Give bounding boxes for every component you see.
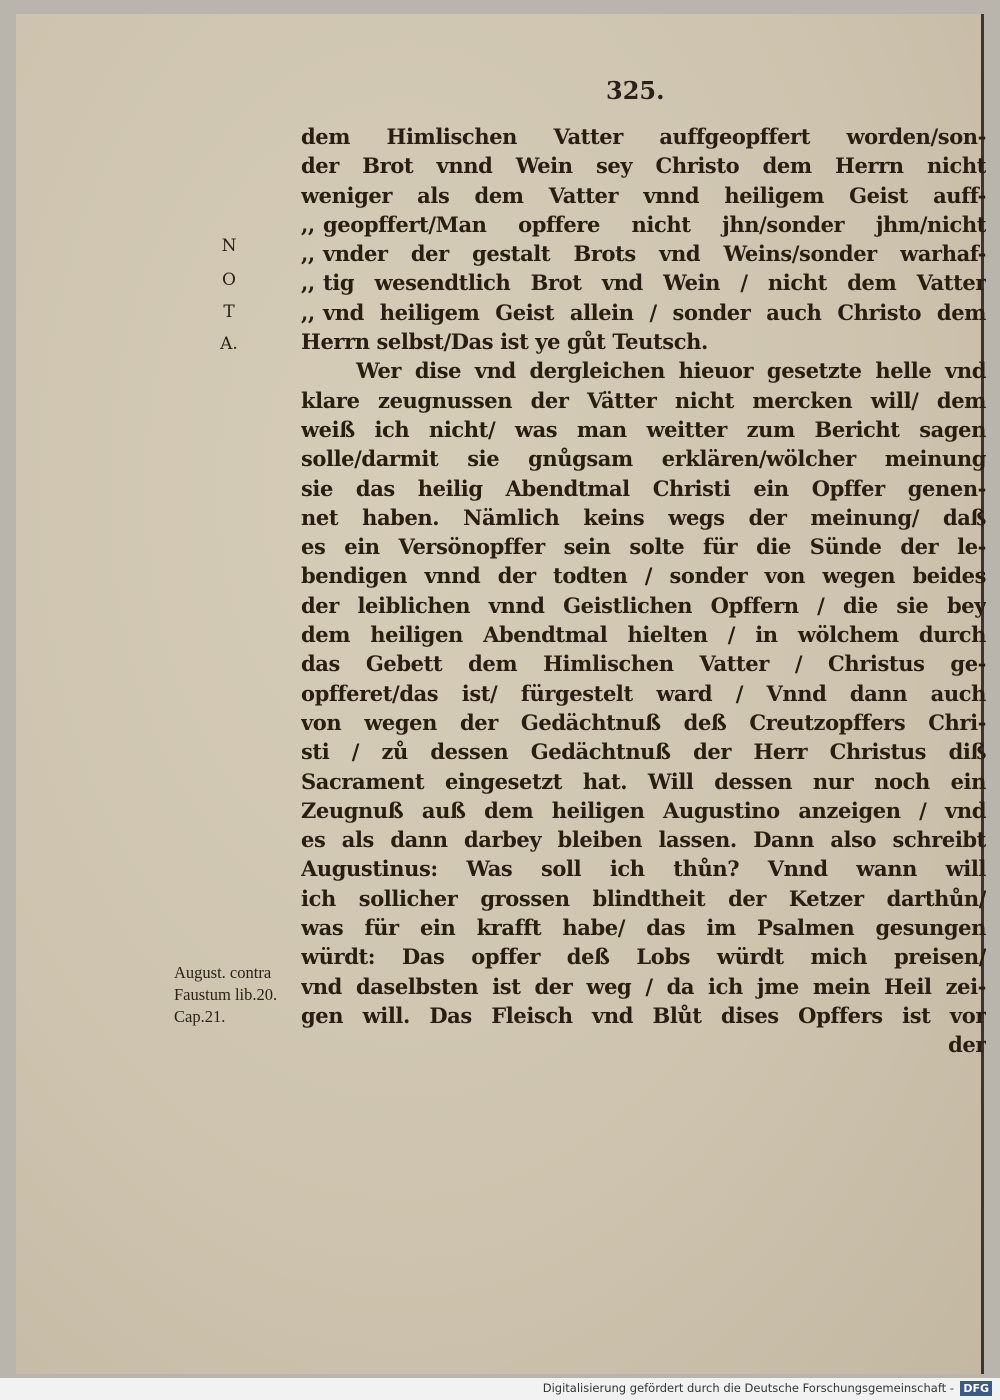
dfg-logo-icon: DFG	[960, 1381, 992, 1396]
text-line-7	[301, 298, 986, 327]
body-text	[301, 122, 986, 1060]
text-line-5	[301, 239, 986, 268]
text-line-2: der Brot vnnd Wein sey Christo dem Herrn nicht	[301, 153, 986, 179]
text-line-1: dem Himlischen Vatter auffgeopffert worden/son-	[301, 124, 986, 149]
text-line-26: Augustinus: Was soll ich thůn? Vnnd wann will	[301, 856, 986, 882]
text-line-22: sti / zů dessen Gedächtnuß der Herr Christus diß	[301, 739, 986, 765]
text-line-21: von wegen der Gedächtnuß deß Creutzopffers Chri-	[301, 709, 986, 735]
footer-bar	[0, 1378, 1000, 1400]
nota-letter-o: O	[222, 270, 236, 290]
book-page	[16, 14, 984, 1374]
nota-letter-t: T	[223, 302, 235, 322]
text-line-15: es ein Versönopffer sein solte für die Sünde der le-	[301, 534, 986, 560]
catchword: der	[948, 1032, 986, 1058]
margin-note-line-2: Faustum lib.20.	[174, 985, 278, 1004]
text-line-17: der leiblichen vnnd Geistlichen Opffern / die sie bey	[301, 592, 986, 618]
nota-letter-n: N	[221, 236, 237, 256]
text-line-23: Sacrament eingesetzt hat. Will dessen nur noch ein	[301, 768, 986, 794]
text-line-4-content: geopffert/Man opffere nicht jhn/sonder jhm/nicht	[323, 211, 986, 237]
quote-marker: ,,	[301, 299, 315, 325]
text-line-5-content: vnder der gestalt Brots vnd Weins/sonder warhaf-	[323, 241, 986, 267]
text-line-8: Herrn selbst/Das ist ye gůt Teutsch.	[301, 329, 708, 355]
quote-marker: ,,	[301, 211, 315, 237]
text-line-24: Zeugnuß auß dem heiligen Augustino anzeigen / vnd	[301, 797, 986, 823]
text-line-4	[301, 210, 986, 239]
text-line-9: Wer dise vnd dergleichen hieuor gesetzte helle vnd	[356, 358, 986, 384]
text-line-13: sie das heilig Abendtmal Christi ein Opffer genen-	[301, 475, 986, 501]
text-line-25: es als dann darbey bleiben lassen. Dann also schreibt	[301, 827, 986, 853]
text-line-6-content: tig wesendtlich Brot vnd Wein / nicht dem Vatter	[323, 270, 986, 296]
text-line-7-content: vnd heiligem Geist allein / sonder auch Christo dem	[323, 299, 986, 325]
text-line-14: net haben. Nämlich keins wegs der meinung/ daß	[301, 504, 986, 530]
text-line-11: weiß ich nicht/ was man weitter zum Bericht sagen	[301, 416, 986, 442]
margin-note	[174, 962, 304, 1028]
page-number: 325.	[606, 76, 665, 105]
text-line-20: opfferet/das ist/ fürgestelt ward / Vnnd dann auch	[301, 680, 986, 706]
text-line-30: vnd daselbsten ist der weg / da ich jme mein Heil zei-	[301, 973, 986, 999]
footer-credit: Digitalisierung gefördert durch die Deutsche Forschungsgemeinschaft -	[542, 1381, 954, 1395]
text-line-29: würdt: Das opffer deß Lobs würdt mich preisen/	[301, 944, 986, 970]
text-line-19: das Gebett dem Himlischen Vatter / Christus ge-	[301, 651, 986, 677]
margin-note-line-1: August. contra	[174, 963, 272, 982]
margin-note-line-3: Cap.21.	[174, 1007, 226, 1026]
text-line-10: klare zeugnussen der Vätter nicht mercken will/ dem	[301, 387, 986, 413]
text-line-6	[301, 268, 986, 297]
text-line-28: was für ein krafft habe/ das im Psalmen gesungen	[301, 915, 986, 941]
quote-marker: ,,	[301, 241, 315, 267]
text-line-18: dem heiligen Abendtmal hielten / in wölchem durch	[301, 622, 986, 648]
nota-letter-a: A.	[220, 334, 238, 354]
quote-marker: ,,	[301, 270, 315, 296]
text-line-16: bendigen vnnd der todten / sonder von wegen beides	[301, 563, 986, 589]
text-line-12: solle/darmit sie gnůgsam erklären/wölcher meinung	[301, 446, 986, 472]
text-line-31: gen will. Das Fleisch vnd Blůt dises Opffers ist vor	[301, 1002, 986, 1028]
text-line-27: ich sollicher grossen blindtheit der Ketzer darthůn/	[301, 885, 986, 911]
text-line-3: weniger als dem Vatter vnnd heiligem Geist auff-	[301, 182, 986, 208]
